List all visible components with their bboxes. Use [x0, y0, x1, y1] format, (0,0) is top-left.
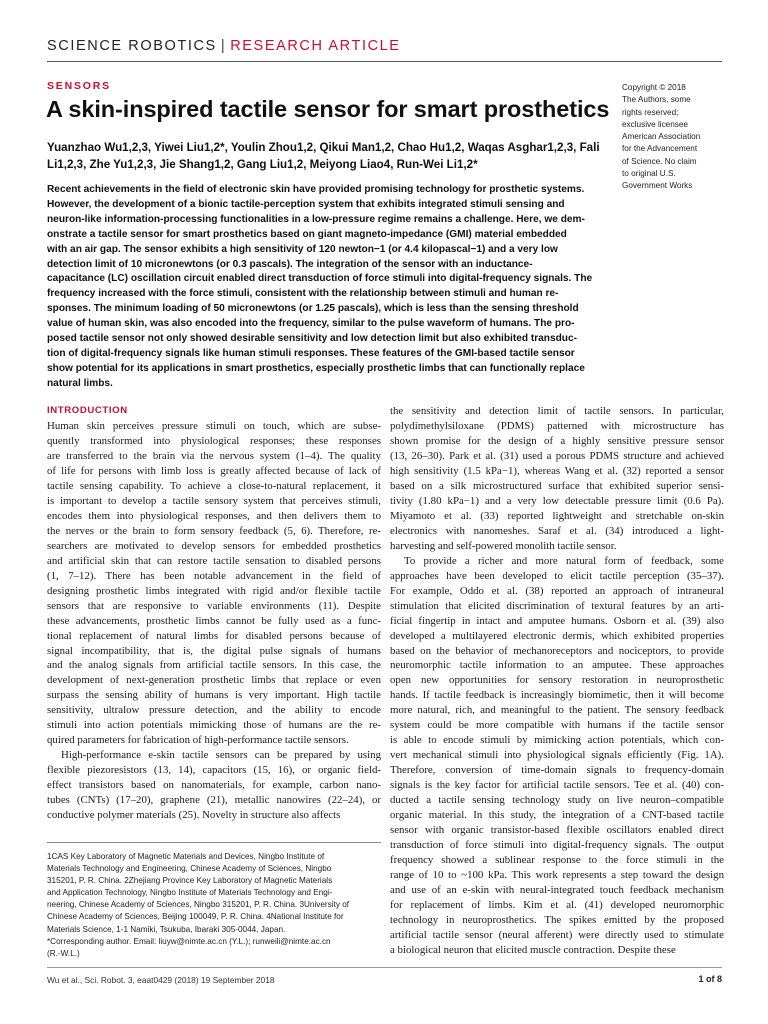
article-type: RESEARCH ARTICLE	[230, 38, 401, 54]
body-text-line: stimuli into action potentials mimicking those of humans are the re-	[47, 719, 381, 732]
footnote-line: Materials Technology and Engineering, Chinese Academy of Sciences, Ningbo	[47, 864, 332, 874]
affiliations-footnote	[47, 851, 381, 960]
body-text-line: sensors that are responsive to variable environments (11). Despite	[47, 599, 381, 612]
body-text-line: signals is the key factor for artificial tactile sensors. Tee et al. (40) con-	[390, 779, 724, 792]
body-text-line: tactile sensing capability. To achieve a close-to-natural replacement, it	[47, 479, 381, 492]
article-title: A skin-inspired tactile sensor for smart prosthetics	[46, 96, 610, 122]
body-text-line: the nerves or the brain to form sensory feedback (5, 6). Therefore, re-	[47, 524, 381, 537]
body-text-line: conductive polymer materials (25). Novelty in structure also affects	[47, 809, 341, 822]
copyright-line: The Authors, some	[622, 95, 691, 105]
body-text-line: based on the behavior of mechanoreceptors and nociceptors, to provide	[390, 644, 724, 657]
running-header	[47, 38, 722, 54]
body-text-line: open new opportunities for sensory restoration in neuroprosthetic	[390, 674, 724, 687]
body-text-line: effect transistors based on nanomaterials, for example, carbon nano-	[47, 779, 381, 792]
left-column-lines	[47, 419, 381, 823]
copyright-line: American Association	[622, 132, 701, 142]
body-text-line: signal incompatibility, that is, the digital pulse signals of humans	[47, 644, 381, 657]
abstract-line: sponses. The minimum loading of 50 micronewtons (or 1.25 pascals), which is less than the sensing threshold	[47, 303, 579, 315]
abstract-line: However, the development of a bionic tactile-perception system that exhibits integrated stimuli sensing and	[47, 198, 565, 210]
body-text-line: of life for persons with limb loss is greatly affected because of lack of	[47, 464, 381, 477]
body-text-line: shown promise for the design of a highly sensitive pressure sensor	[390, 434, 724, 447]
body-text-line: hands. If tactile feedback is increasingly biomimetic, then it will become	[390, 689, 724, 702]
abstract-line: Recent achievements in the field of electronic skin have provided promising technology for prosthetic systems.	[47, 184, 585, 195]
copyright-line: Government Works	[622, 181, 693, 191]
body-text-line: sensor with organic transistor-based flexible oscillators enabled direct	[390, 824, 724, 837]
body-text-line: quently transformed into physiological responses; these responses	[47, 434, 381, 447]
footnote-rule	[47, 842, 381, 843]
copyright-line: Copyright © 2018	[622, 83, 686, 92]
body-text-line: the sensitivity and detection limit of tactile sensors. In particular,	[390, 405, 724, 417]
body-text-line: tional replacement of natural limbs for disabled persons because of	[47, 629, 381, 642]
body-text-line: (13, 26–30). Park et al. (31) used a porous PDMS structure and achieved	[390, 449, 724, 462]
footnote-line: 315201, P. R. China. 2Zhejiang Province Key Laboratory of Magnetic Materials	[47, 876, 333, 886]
journal-name: SCIENCE ROBOTICS	[47, 38, 217, 54]
abstract-line: detection limit of 10 micronewtons (or 0.3 pascals). The integration of the sensor with an inductance-	[47, 258, 533, 270]
body-text-line: tubes (CNTs) (17–20), graphene (21), metallic nanowires (22–24), or	[47, 794, 381, 807]
abstract-line: neuron-like information-processing functionalities in a low-pressure regime remains a challenge. Here, we dem-	[47, 213, 585, 225]
abstract-line: onstrate a tactile sensor for smart prosthetics based on giant magneto-impedance (GMI) material embedded	[47, 228, 567, 240]
body-text-line: and use of an e-skin with neural-integrated touch feedback mechanism	[390, 884, 724, 896]
body-text-line: flexible piezoresistors (13, 14), capacitors (15, 16), or organic field-	[47, 764, 381, 777]
abstract-line: posed tactile sensor not only showed desirable sensitivity and low detection limit but also exhibited transduc-	[47, 333, 577, 345]
page-number: 1 of 8	[698, 974, 722, 984]
copyright-line: rights reserved;	[622, 107, 679, 117]
body-text-line: is important to develop a tactile sensory system that perceives stimuli,	[47, 494, 381, 507]
body-text-line: quired parameters for fabrication of high-performance tactile sensors.	[47, 734, 349, 747]
footnote-line: and Application Technology, Ningbo Institute of Materials Technology and Engi-	[47, 888, 333, 898]
body-text-line: ducted a tactile sensing technology study on live neuron–compatible	[390, 794, 724, 807]
body-text-line: development of next-generation prosthetic limbs that replace or even	[47, 674, 381, 687]
section-tag: SENSORS	[47, 80, 111, 92]
abstract-line: show potential for its applications in smart prosthetics, especially prosthetic limbs that can functionally replace	[47, 362, 585, 374]
body-text-line: sensitivity, ultralow pressure detection, and the ability to encode	[47, 704, 381, 717]
footnote-line: 1CAS Key Laboratory of Magnetic Materials and Devices, Ningbo Institute of	[47, 852, 325, 861]
body-text-line: harvesting and self-powered monolith tactile sensor.	[390, 539, 617, 552]
body-text-line: based on a silk microstructured surface that exhibited superior sensi-	[390, 479, 724, 492]
body-text-line: for replacement of limbs. Kim et al. (41) developed neuromorphic	[390, 898, 724, 911]
body-text-line: surpass the sensing ability of humans is very important. High tactile	[47, 689, 381, 702]
author-list: Yuanzhao Wu1,2,3, Yiwei Liu1,2*, Youlin Zhou1,2, Qikui Man1,2, Chao Hu1,2, Waqas Asghar1,2,3, Fali Li1,2,3, Zhe Yu1,2,3, Jie Shang1,2, Gang Liu1,2, Meiyong Liao4, Run-Wei Li1,2*	[47, 141, 600, 171]
header-separator: |	[220, 38, 227, 54]
footnote-line: (R.-W.L.)	[47, 948, 80, 958]
left-column	[47, 404, 381, 823]
copyright-line: to original U.S.	[622, 169, 676, 179]
copyright-line: for the Advancement	[622, 144, 698, 154]
citation-footer: Wu et al., Sci. Robot. 3, eaat0429 (2018) 19 September 2018	[47, 975, 275, 985]
footnote-line: neering, Chinese Academy of Sciences, Ningbo 315201, P. R. China. 3University of	[47, 900, 350, 910]
body-text-line: electronics with nanomeshes. Saraf et al. (34) introduced a light-	[390, 524, 724, 537]
right-column-lines	[390, 404, 724, 958]
body-text-line: ficial fingertip in intact and amputee humans. Osborn et al. (39) also	[390, 614, 724, 627]
header-rule	[47, 61, 722, 62]
body-text-line: High-performance e-skin tactile sensors can be prepared by using	[61, 749, 381, 762]
abstract-line: with an air gap. The sensor exhibits a high sensitivity of 120 newton−1 (or 4.4 kilopascal−1) and a very low	[47, 243, 558, 255]
body-text-line: high sensitivity (1.5 kPa−1), whereas Wang et al. (32) reported a sensor	[390, 464, 724, 477]
body-text-line: frequency showed a sublinear response to the force stimuli in the	[390, 854, 724, 867]
footnote-line: Materials Science, 1-1 Namiki, Tsukuba, Ibaraki 305-0044, Japan.	[47, 924, 286, 934]
copyright-line: exclusive licensee	[622, 119, 688, 129]
body-text-line: is able to encode stimuli by mimicking action potentials, which con-	[390, 734, 724, 747]
body-text-line: Miyamoto et al. (33) reported lightweight and stretchable on-skin	[390, 509, 724, 522]
abstract	[47, 183, 621, 392]
body-text-line: organic material. In this study, the integration of a CNT-based tactile	[390, 809, 724, 822]
body-text-line: designing prosthetic limbs integrated with rigid and/or flexible tactile	[47, 584, 381, 597]
body-text-line: tivity (1.80 kPa−1) and a very low detectable pressure limit (0.6 Pa).	[390, 494, 724, 507]
body-text-line: vert mechanical stimuli into physiological signals efficiently (Fig. 1A).	[390, 749, 724, 762]
body-text-line: searchers are motivated to develop sensors for embedded prosthetics	[47, 539, 381, 552]
footnote-line: *Corresponding author. Email: liuyw@nimte.ac.cn (Y.L.); runweili@nimte.ac.cn	[47, 936, 331, 946]
body-text-line: Therefore, conversion of time-domain signals to frequency-domain	[390, 764, 724, 777]
body-text-line: system could be more compatible with humans if the tactile sensor	[390, 719, 724, 732]
body-text-line: and artificial skin that can restore tactile sensation to disabled persons	[47, 554, 381, 567]
body-text-line: To provide a richer and more natural form of feedback, some	[404, 554, 724, 567]
body-text-line: (1, 7–12). There has been notable advancement in the field of	[47, 569, 381, 582]
body-text-line: Human skin perceives pressure stimuli on touch, which are subse-	[47, 419, 381, 432]
body-text-line: more natural, rich, and meaningful to the patient. The sensory feedback	[390, 704, 724, 717]
body-text-line: approaches have been developed to elicit tactile perception (35–37).	[390, 569, 724, 582]
body-text-line: neuromorphic tactile information to an amputee. These approaches	[390, 659, 724, 672]
body-text-line: polydimethylsiloxane (PDMS) patterned with microstructure has	[390, 419, 724, 432]
body-text-line: range of 10 to ~100 kPa. This work represents a step toward the design	[390, 869, 724, 882]
abstract-line: tion of digital-frequency signals like human stimuli responses. These features of the GMI-based tactile sensor	[47, 347, 575, 359]
footnote-line: Chinese Academy of Sciences, Beijing 100049, P. R. China. 4National Institute for	[47, 912, 344, 922]
body-text-line: these advancements, prosthetic limbs cannot be fully used as a func-	[47, 614, 381, 627]
abstract-line: natural limbs.	[47, 377, 113, 389]
body-text-line: technology in neuroprosthetics. The spikes emitted by the proposed	[390, 913, 724, 926]
right-column	[390, 404, 724, 958]
body-text-line: a biological neuron that elicited muscle contraction. Despite these	[390, 943, 676, 956]
body-text-line: and the analog signals from artificial tactile sensors. In this case, the	[47, 659, 381, 672]
body-text-line: developed a multilayered electronic dermis, which exhibited properties	[390, 629, 724, 642]
body-text-line: stimulation that elicited discrimination of textural features by an arti-	[390, 599, 724, 612]
body-text-line: encodes them into physiological responses, and then delivers them to	[47, 509, 381, 522]
body-text-line: For example, Oddo et al. (38) reported an approach of intraneural	[390, 584, 724, 597]
body-text-line: transduction of force stimuli into digital-frequency signals. The output	[390, 839, 724, 852]
footer-rule	[47, 967, 722, 968]
abstract-line: value of human skin, was also encoded into the frequency, similar to the pulse waveform of humans. The pro-	[47, 318, 575, 330]
abstract-line: frequency increased with the force stimuli, consistent with the relationship between stimuli and human re-	[47, 288, 559, 300]
introduction-heading: INTRODUCTION	[47, 405, 128, 416]
copyright-notice	[622, 82, 732, 193]
abstract-line: capacitance (LC) oscillation circuit enabled direct transduction of force stimuli into digital-frequency signals. The	[47, 273, 593, 285]
body-text-line: artificial tactile sensor (neural afferent) were directly used to stimulate	[390, 928, 724, 941]
body-text-line: are transferred to the brain via the nervous system (1–4). The quality	[47, 449, 381, 462]
copyright-line: of Science. No claim	[622, 156, 697, 166]
